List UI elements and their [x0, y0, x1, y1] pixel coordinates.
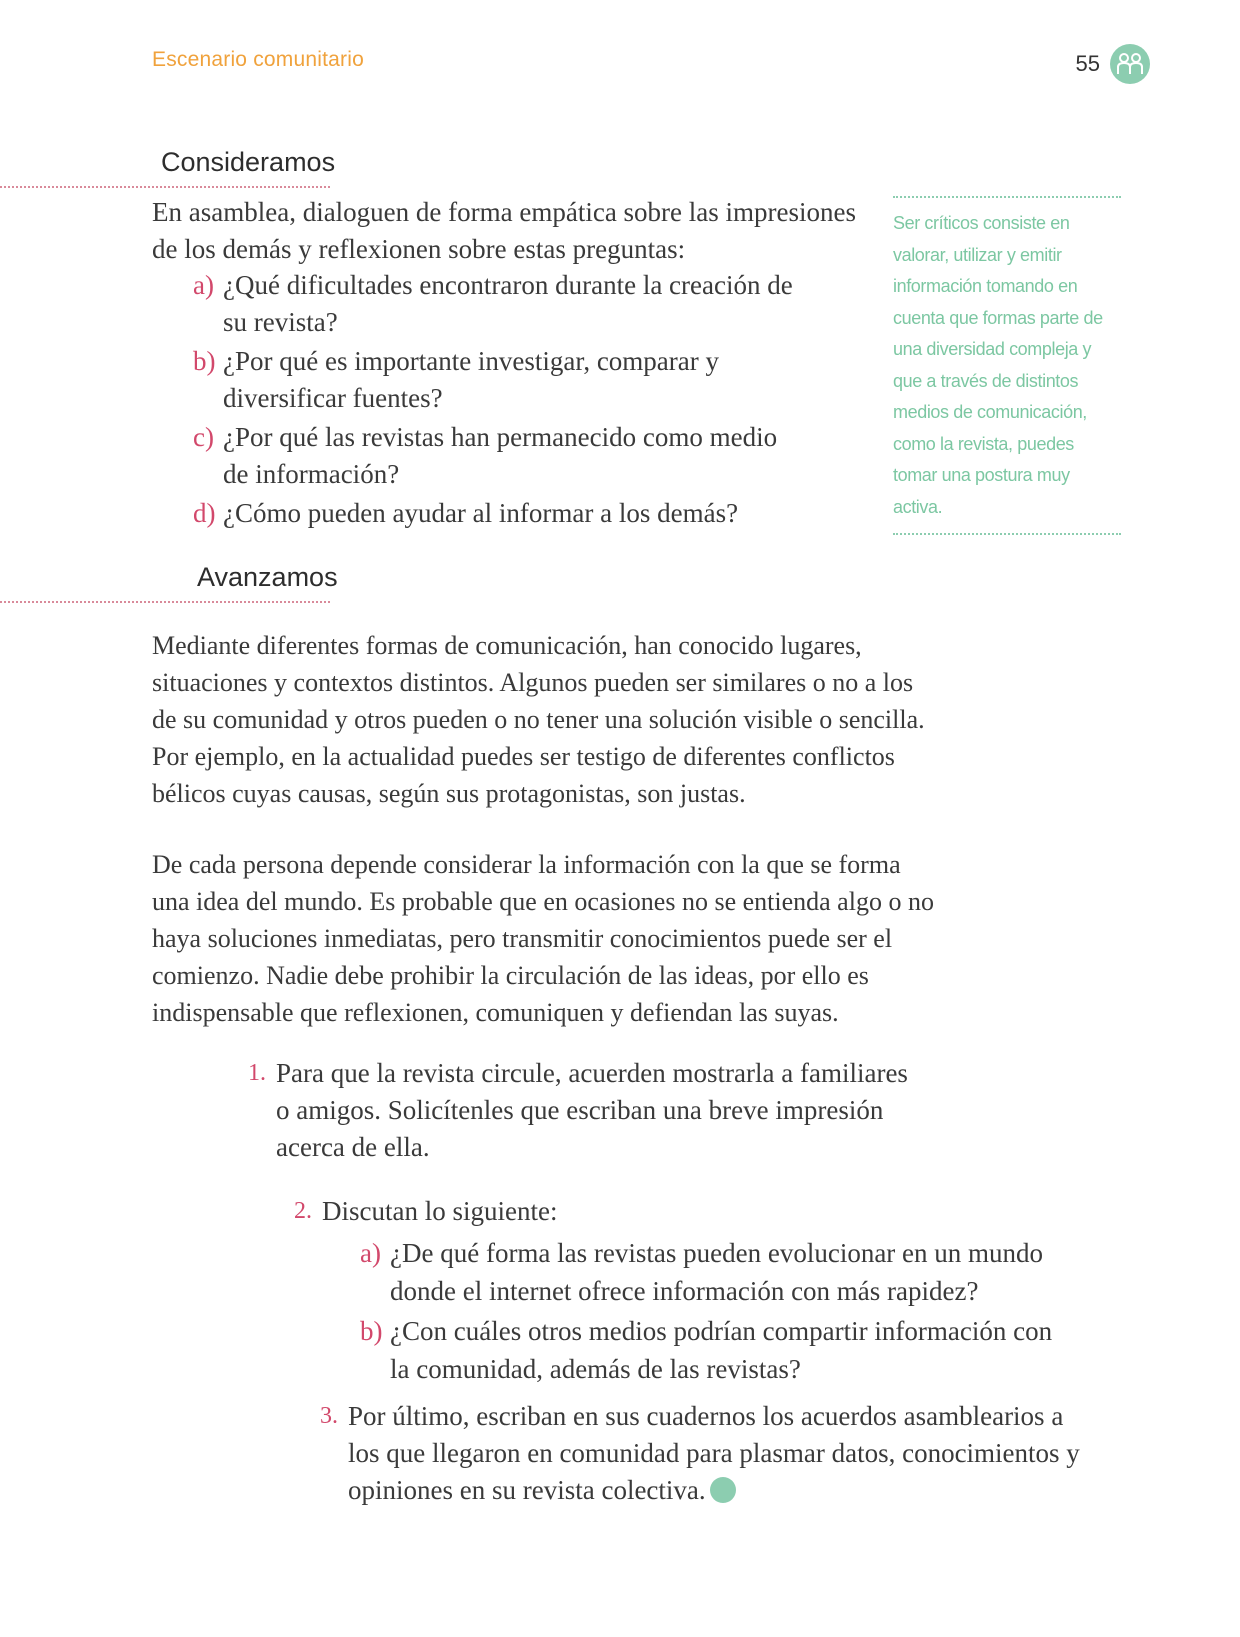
list-item: [193, 419, 793, 493]
list-marker: c): [193, 422, 214, 452]
question-text: ¿Por qué las revistas han permanecido como medio de información?: [223, 422, 778, 489]
page-number: 55: [1075, 51, 1100, 76]
body-paragraph: De cada persona depende considerar la información con la que se forma una idea del mundo. Es probable que en ocasiones no se entienda algo o no haya soluciones inmediatas, pero transmitir conocimientos puede ser el comienzo. Nadie debe prohibir la circulación de las ideas, por ello es indispensable que reflexionen, comuniquen y defiendan las suyas.: [152, 850, 934, 1027]
list-marker: 3.: [320, 1403, 338, 1429]
list-item: [193, 495, 793, 532]
list-item: [193, 267, 793, 341]
section-title-avanzamos: Avanzamos: [197, 562, 338, 592]
step-list: [320, 1398, 1090, 1509]
list-marker: b): [193, 346, 216, 376]
list-marker: b): [360, 1316, 383, 1346]
section-title-consideramos: Consideramos: [161, 147, 336, 177]
list-item: [360, 1312, 1074, 1388]
page-number-group: [1076, 44, 1150, 84]
list-marker: 1.: [248, 1060, 266, 1086]
sub-question-list: [360, 1234, 1074, 1388]
body-paragraph: Mediante diferentes formas de comunicación, han conocido lugares, situaciones y contextos distintos. Algunos pueden ser similares o no a los de su comunidad y otros pueden o no tener una solución visible o sencilla. Por ejemplo, en la actualidad puedes ser testigo de diferentes conflictos bélicos cuyas causas, según sus protagonistas, son justas.: [152, 631, 925, 808]
community-icon: [1110, 44, 1150, 84]
sub-question-text: ¿De qué forma las revistas pueden evolucionar en un mundo donde el internet ofrece información con más rapidez?: [390, 1238, 1044, 1306]
sidebar-note: Ser críticos consiste en valorar, utilizar y emitir información tomando en cuenta que formas parte de una diversidad compleja y que a través de distintos medios de comunicación, como la revista, puedes tomar una postura muy activa.: [893, 196, 1121, 535]
section-divider: [0, 186, 330, 188]
running-header: Escenario comunitario: [152, 48, 364, 71]
intro-paragraph: En asamblea, dialoguen de forma empática sobre las impresiones de los demás y reflexionen sobre estas preguntas:: [152, 197, 857, 264]
list-item: [248, 1055, 928, 1166]
list-item: [193, 343, 793, 417]
list-item: [320, 1398, 1090, 1509]
section-divider: [0, 601, 330, 603]
question-text: ¿Cómo pueden ayudar al informar a los demás?: [223, 498, 739, 528]
question-list: [193, 267, 793, 534]
list-marker: a): [360, 1238, 381, 1268]
list-item: [294, 1193, 1074, 1388]
step-text: Por último, escriban en sus cuadernos los acuerdos asamblearios a los que llegaron en comunidad para plasmar datos, conocimientos y opiniones en su revista colectiva.: [348, 1401, 1080, 1505]
question-text: ¿Qué dificultades encontraron durante la creación de su revista?: [223, 270, 793, 337]
step-text: Discutan lo siguiente:: [322, 1196, 558, 1226]
community-icon: [710, 1477, 736, 1503]
list-marker: 2.: [294, 1198, 312, 1224]
list-marker: a): [193, 270, 214, 300]
question-text: ¿Por qué es importante investigar, comparar y diversificar fuentes?: [223, 346, 720, 413]
step-list: [248, 1055, 928, 1166]
step-text: Para que la revista circule, acuerden mostrarla a familiares o amigos. Solicítenles que escriban una breve impresión acerca de ella.: [276, 1058, 908, 1162]
list-marker: d): [193, 498, 216, 528]
list-item: [360, 1234, 1074, 1310]
step-list: [294, 1193, 1074, 1390]
sub-question-text: ¿Con cuáles otros medios podrían compartir información con la comunidad, además de las revistas?: [390, 1316, 1053, 1384]
